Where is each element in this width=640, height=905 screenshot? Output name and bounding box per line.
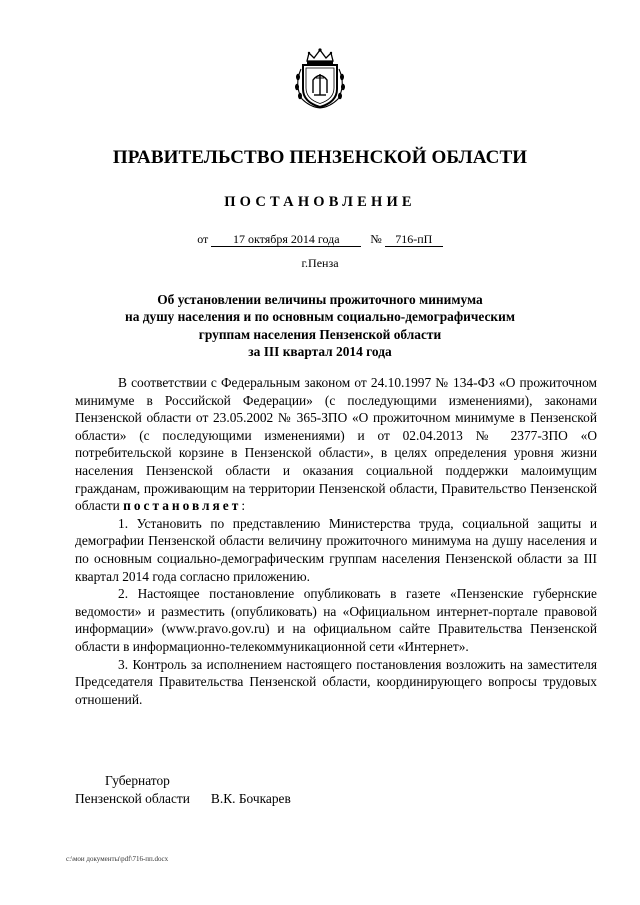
- item-paragraph: 2. Настоящее постановление опубликовать в газете «Пензенские губернские ведомости» и разместить (опубликовать) на «Официальном интернет-портале правовой информации» (www.pravo.gov.ru) и на официальном сайте Правительства Пензенской области в информационно-телекоммуникационной сети «Интернет».: [75, 586, 597, 654]
- resolves-colon: :: [241, 498, 246, 514]
- preamble-text: В соответствии с Федеральным законом от 24.10.1997 № 134-ФЗ «О прожиточном минимуме в Российской Федерации» (с последующими изменениями), законами Пензенской области от 23.05.2002 № 365-ЗПО «О прожиточном минимуме в Пензенской области» (с последующими изменениями) и от 02.04.2013 № 2377-ЗПО «О потребительской корзине в Пензенской области», в целях определения уровня жизни населения Пензенской области и оказания социальной поддержки малоимущим гражданам, проживающим на территории Пензенской области, Правительство Пензенской области: [75, 375, 597, 514]
- government-title: ПРАВИТЕЛЬСТВО ПЕНЗЕНСКОЙ ОБЛАСТИ: [112, 147, 528, 168]
- subject-line: за III квартал 2014 года: [248, 344, 392, 360]
- document-city: г.Пенза: [301, 256, 339, 270]
- resolves-word: постановляет: [123, 498, 242, 514]
- document-body: [75, 374, 597, 708]
- document-subject: [90, 291, 550, 361]
- file-path-footer: c:\мои документы\pdf\716-пп.docx: [66, 855, 169, 863]
- coat-of-arms-penza-icon: [292, 47, 348, 109]
- item-paragraph: 3. Контроль за исполнением настоящего постановления возложить на заместителя Председателя Правительства Пензенской области, координирующего вопросы трудовых отношений.: [75, 656, 597, 707]
- number-prefix: №: [370, 232, 382, 246]
- subject-line: группам населения Пензенской области: [198, 326, 442, 342]
- signer-position-line2: Пензенской области: [75, 791, 190, 806]
- date-prefix: от: [197, 232, 209, 246]
- document-date: 17 октября 2014 года: [211, 233, 361, 247]
- document-type: ПОСТАНОВЛЕНИЕ: [224, 194, 416, 210]
- signer-position-line1: Губернатор: [105, 773, 170, 788]
- signature-block: [75, 772, 291, 808]
- subject-line: Об установлении величины прожиточного минимума: [157, 292, 483, 307]
- item-paragraph: 1. Установить по представлению Министерства труда, социальной защиты и демографии Пензенской области величину прожиточного минимума на душу населения и по основным социально-демографическим группам населения Пензенской области за III квартал 2014 года согласно приложению.: [75, 515, 597, 584]
- subject-line: на душу населения и по основным социально-демографическим: [125, 309, 515, 325]
- signer-row: [75, 790, 291, 808]
- document-number: 716-пП: [385, 233, 443, 247]
- date-number-line: [0, 232, 640, 247]
- signer-name: В.К. Бочкарев: [210, 791, 291, 806]
- preamble-paragraph: [75, 374, 597, 515]
